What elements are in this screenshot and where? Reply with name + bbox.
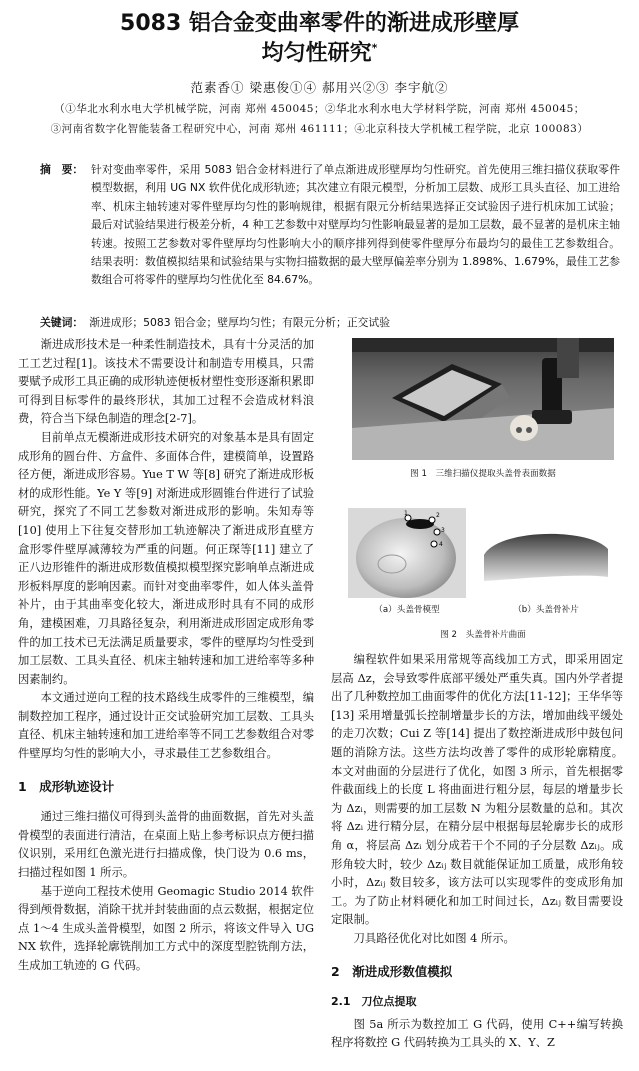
title-line2-text: 均匀性研究: [261, 41, 372, 66]
right-paragraph-2: 刀具路径优化对比如图 4 所示。: [353, 931, 515, 945]
abstract-label: 摘 要：: [40, 163, 84, 176]
marker-1: 1: [404, 510, 408, 517]
figure-2b-subcaption: （b）头盖骨补片: [513, 605, 579, 615]
affiliation-line2: ③河南省数字化智能装备工程研究中心，河南 郑州 461111；④北京科技大学机械工程学院，北京 100083）: [50, 123, 589, 135]
intro-paragraph-1: 渐进成形技术是一种柔性制造技术，具有十分灵活的加工工艺过程[1]。该技术不需要设计和制造专用模具，只需要赋予成形工具正确的成形轨迹便板材塑性变形逐渐积累即可得到目标零件的最终形状，其加工过程不会造成材料浪费，符合当下绿色制造的理念[2-7]。: [18, 338, 314, 426]
section-1-heading: 1 成形轨迹设计: [18, 778, 115, 794]
figure-1-caption: 图 1 三维扫描仪提取头盖骨表面数据: [410, 469, 556, 479]
keywords-label: 关键词：: [40, 316, 84, 329]
keywords-text: 渐进成形；5083 铝合金；壁厚均匀性；有限元分析；正交试验: [89, 316, 391, 329]
figure-1-photo: [352, 338, 614, 460]
right-paragraph-1: 编程软件如果采用常规等高线加工方式，即采用固定层高 Δz，会导致零件底部平缓处严重失真。国内外学者提出了几种数控加工曲面零件的优化方法[11-12]；王华华等[13] 采用增量弧长控制增量步长的方法，增加曲线平缓处的走刀次数；Cui Z 等[14] 提出了数控渐进成形中鼓包问题的消除方法。这些方法均改善了零件的成形轮廓精度。本文对曲面的分层进行了优化，如图 3 所示，首先根据零件截面线上的长度 L 将曲面进行粗分层，每层的增量步长为 Δzᵢ，则需要的加工层数 N 为粗分层数量的总和。其次将 Δzᵢ 进行精分层，在精分层中根据每层轮廓步长的成形角 α，将层高 Δzᵢ 划分成若干个不同的子分层数 Δzᵢⱼ。成形角较大时，较少 Δzᵢⱼ 数目就能保证加工质量，成形角较小时，Δzᵢⱼ 数目较多，该方法可以实现零件的变成形角加工。为了防止材料硬化和加工时间过长，Δzᵢⱼ 数目需要设定限制。: [331, 653, 623, 927]
figure-2b-skull-patch: [478, 515, 614, 595]
paper-title-line1: 5083 铝合金变曲率零件的渐进成形壁厚: [120, 11, 519, 36]
subsection-2-1-heading: 2.1 刀位点提取: [331, 995, 417, 1009]
author-list: 范素香① 梁惠俊①④ 郝用兴②③ 李宇航②: [190, 80, 449, 95]
marker-4: 4: [439, 541, 443, 548]
figure-2a-subcaption: （a）头盖骨模型: [374, 605, 440, 615]
section-1-paragraph-1: 通过三维扫描仪可得到头盖骨的曲面数据，首先对头盖骨模型的表面进行清洁，在桌面上贴上参考标识点方便扫描仪识别，采用红色激光进行扫描成像，快门设为 0.6 ms，扫描过程如图 1 所示。: [18, 810, 314, 880]
scanning-photo-illustration: [352, 338, 614, 460]
keywords-block: [40, 315, 620, 330]
intro-paragraph-2: 目前单点无模渐进成形技术研究的对象基本是具有固定成形角的圆台件、方盒件、多面体合件，建模简单，设置路径方便，渐进成形容易。Yue T W 等[8] 研究了渐进成形板材的成形性能。Ye Y 等[9] 对渐进成形圆锥台件进行了试验研究，探究了不同工艺参数对渐进成形的影响。朱知寿等[10] 使用上下往复交替形加工轨迹解决了渐进成形直壁方盒形零件壁厚减薄较为严重的问题。何正琛等[11] 建立了正八边形锥件的渐进成形数值模拟模型探究影响单点渐进成形板料厚度的影响因素。而针对变曲率零件，如人体头盖骨补片，由于其曲率变化较大，渐进成形时具有不同的成形角，建模困难，刀具路径复杂，利用渐进成形固定成形角零件的加工技术已无法满足质量要求，零件的壁厚均匀性受到加工层数、工具头直径、机床主轴转速和加工进给率等多种因素制约。: [18, 430, 314, 686]
section-1-paragraph-2: 基于逆向工程技术使用 Geomagic Studio 2014 软件得到颅骨数据，消除干扰并封装曲面的点云数据，根据定位点 1～4 生成头盖骨模型，如图 2 所示，将该文件导入 UG NX 软件，选择轮廓铣削加工方式中的深度型腔铣削方法，生成加工轨迹的 G 代码。: [18, 884, 314, 972]
paper-title-line2: [0, 36, 639, 67]
intro-paragraph-3: 本文通过逆向工程的技术路线生成零件的三维模型，编制数控加工程序，通过设计正交试验研究加工层数、工具头直径、机床主轴转速和加工进给率等不同工艺参数组合对零件壁厚均匀性的影响大小，寻求最佳工艺参数组合。: [18, 691, 314, 761]
left-column: [18, 336, 314, 976]
abstract-text: 针对变曲率零件，采用 5083 铝合金材料进行了单点渐进成形壁厚均匀性研究。首先使用三维扫描仪获取零件模型数据，利用 UG NX 软件优化成形轨迹；其次建立有限元模型，分析加工层数、成形工具头直径、加工进给率、机床主轴转速对零件壁厚均匀性的影响规律，根据有限元分析结果选择正交试验因子进行机床加工试验；最后对试验结果进行极差分析，4 种工艺参数中对壁厚均匀性影响最显著的是加工层数，最不显著的是机床主轴转速。按照工艺参数对零件壁厚均匀性影响大小的顺序排列得到使零件壁厚分布最均匀的最佳工艺参数组合。结果表明：数值模拟结果和试验结果与实物扫描数据的最大壁厚偏差率分别为 1.898%、1.679%，最佳工艺参数组合可将零件的壁厚均匀性优化至 84.67%。: [91, 163, 620, 287]
marker-2: 2: [436, 512, 440, 519]
right-paragraph-3: 图 5a 所示为数控加工 G 代码，使用 C++编写转换程序将数控 G 代码转换为工具头的 X、Y、Z: [331, 1017, 623, 1050]
section-2-heading: 2 渐进成形数值模拟: [331, 963, 453, 979]
skull-patch-illustration: [478, 515, 614, 595]
right-column: [331, 651, 623, 1053]
skull-model-illustration: [348, 508, 466, 598]
figure-2-caption: 图 2 头盖骨补片曲面: [440, 630, 526, 640]
marker-3: 3: [441, 527, 445, 534]
title-footnote-mark: *: [371, 41, 378, 55]
abstract-block: [40, 161, 620, 290]
affiliation-line1: （①华北水利水电大学机械学院，河南 郑州 450045；②华北水利水电大学材料学院，河南 郑州 450045；: [54, 103, 585, 115]
figure-2a-skull-model: [348, 508, 466, 598]
